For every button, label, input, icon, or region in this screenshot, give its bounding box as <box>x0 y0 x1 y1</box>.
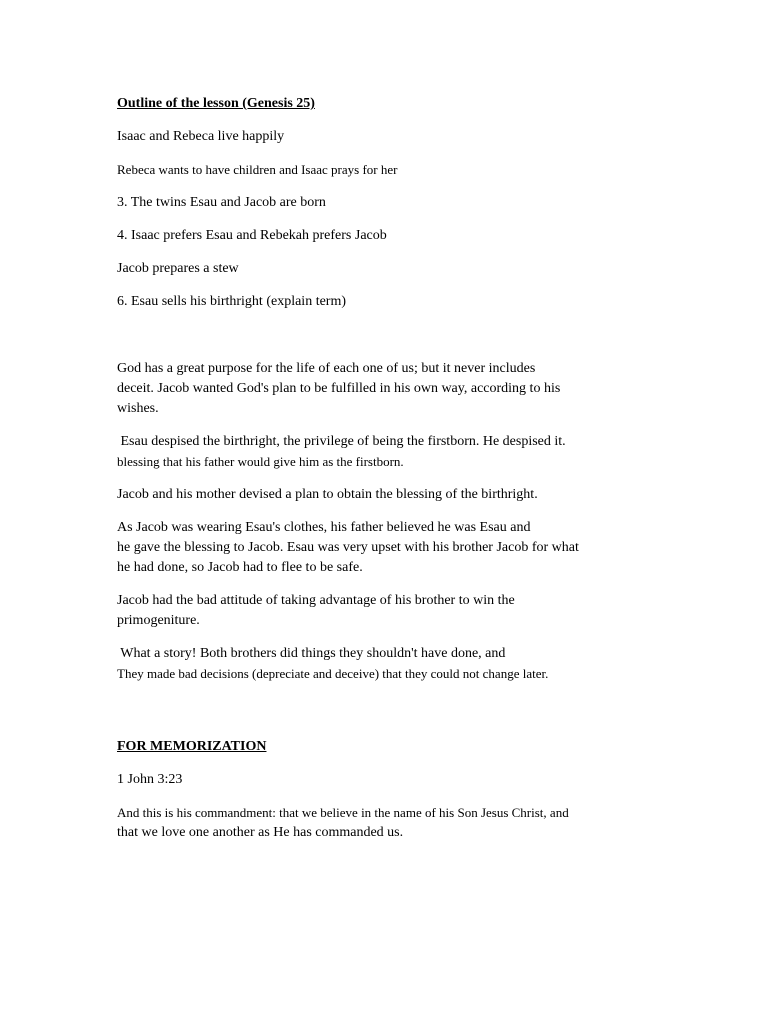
paragraph-line: he gave the blessing to Jacob. Esau was very upset with his brother Jacob for what <box>117 540 579 555</box>
outline-item: 3. The twins Esau and Jacob are born <box>117 195 326 210</box>
spacer <box>117 697 637 737</box>
memorization-title: FOR MEMORIZATION <box>117 739 267 754</box>
document-page <box>117 94 637 856</box>
body-paragraph <box>117 591 637 631</box>
paragraph-line: primogeniture. <box>117 613 200 628</box>
outline-title: Outline of the lesson (Genesis 25) <box>117 96 315 111</box>
verse-line: And this is his commandment: that we believe in the name of his Son Jesus Christ, and <box>117 805 569 820</box>
verse-reference: 1 John 3:23 <box>117 772 183 787</box>
outline-item: Jacob prepares a stew <box>117 261 239 276</box>
paragraph-line: Jacob had the bad attitude of taking advantage of his brother to win the <box>117 593 515 608</box>
paragraph-line: deceit. Jacob wanted God's plan to be fulfilled in his own way, according to his <box>117 381 561 396</box>
paragraph-line: blessing that his father would give him as the firstborn. <box>117 454 404 469</box>
body-paragraph <box>117 359 637 419</box>
body-paragraph <box>117 644 637 684</box>
paragraph-line: What a story! Both brothers did things they shouldn't have done, and <box>117 646 506 661</box>
verse-text <box>117 803 637 843</box>
body-paragraph <box>117 485 637 505</box>
spacer <box>117 325 637 359</box>
verse-line: that we love one another as He has commanded us. <box>117 825 404 840</box>
paragraph-line: As Jacob was wearing Esau's clothes, his father believed he was Esau and <box>117 520 531 535</box>
paragraph-line: Esau despised the birthright, the privilege of being the firstborn. He despised it. <box>117 434 566 449</box>
body-paragraph <box>117 432 637 472</box>
paragraph-line: Jacob and his mother devised a plan to obtain the blessing of the birthright. <box>117 487 538 502</box>
paragraph-line: They made bad decisions (depreciate and deceive) that they could not change later. <box>117 666 549 681</box>
outline-item: Isaac and Rebeca live happily <box>117 129 285 144</box>
body-paragraph <box>117 518 637 578</box>
paragraph-line: wishes. <box>117 401 159 416</box>
outline-item: Rebeca wants to have children and Isaac prays for her <box>117 162 398 177</box>
outline-item: 4. Isaac prefers Esau and Rebekah prefers Jacob <box>117 228 387 243</box>
paragraph-line: God has a great purpose for the life of each one of us; but it never includes <box>117 361 536 376</box>
paragraph-line: he had done, so Jacob had to flee to be safe. <box>117 560 363 575</box>
outline-item: 6. Esau sells his birthright (explain term) <box>117 294 347 309</box>
